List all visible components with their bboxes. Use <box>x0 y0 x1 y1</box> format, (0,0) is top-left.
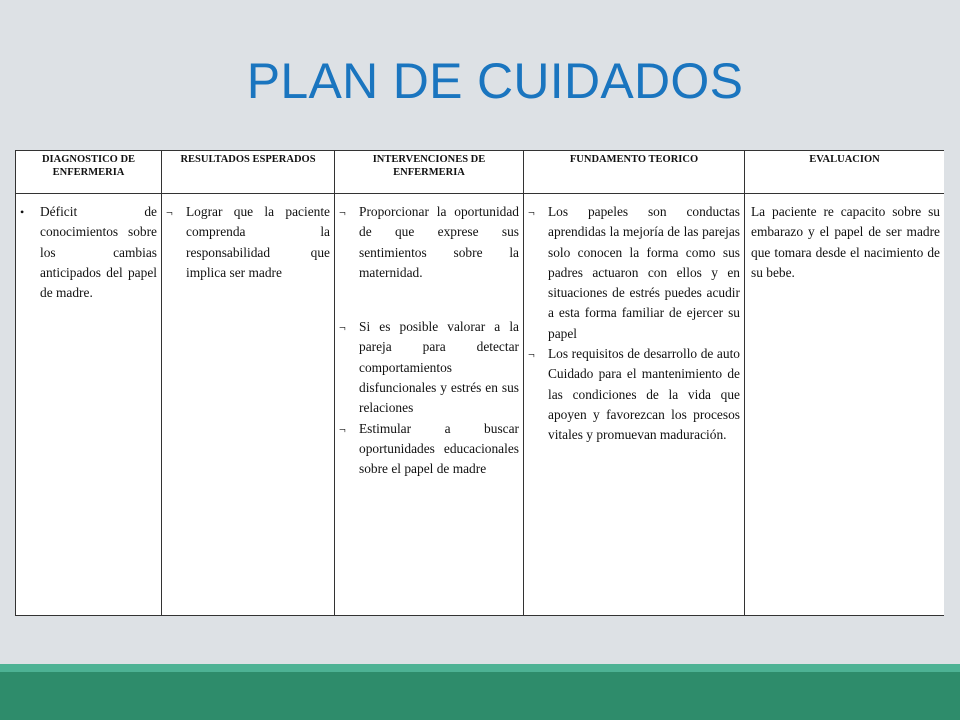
bullet-marker: ¬ <box>528 205 535 219</box>
footer-band-light <box>0 664 960 672</box>
diagnostico-text: Déficit de conocimientos sobre los cambias anticipados del papel de madre. <box>40 204 157 301</box>
evaluacion-text: La paciente re capacito sobre su embarazo y el papel de ser madre que tomara desde el nacimiento de su bebe. <box>751 204 940 280</box>
intervencion-item <box>339 419 519 480</box>
cell-intervenciones <box>335 194 524 616</box>
bullet-marker: ¬ <box>339 421 346 436</box>
resultados-item <box>166 202 330 283</box>
resultados-text: Lograr que la paciente comprenda la responsabilidad que implica ser madre <box>186 204 330 280</box>
bullet-marker: ¬ <box>339 320 346 335</box>
cell-diagnostico <box>16 194 162 616</box>
header-diagnostico: DIAGNOSTICO DE ENFERMERIA <box>16 151 162 194</box>
fundamento-item <box>528 202 740 344</box>
intervencion-text: Proporcionar la oportunidad de que exprese sus sentimientos sobre la maternidad. <box>359 204 519 280</box>
bullet-marker: • <box>20 205 25 219</box>
diagnostico-item <box>20 202 157 303</box>
header-fundamento: FUNDAMENTO TEORICO <box>524 151 745 194</box>
care-plan-table-container <box>15 150 944 616</box>
fundamento-text: Los requisitos de desarrollo de auto Cuidado para el mantenimiento de las condiciones de la vida que apoyen y favorezcan los procesos vitales y promuevan maduración. <box>548 346 740 443</box>
intervencion-item <box>339 317 519 418</box>
bullet-marker: ¬ <box>528 347 535 362</box>
bullet-marker: ¬ <box>166 205 173 219</box>
intervencion-text: Si es posible valorar a la pareja para detectar comportamientos disfuncionales y estrés en sus relaciones <box>359 319 519 416</box>
intervencion-item <box>339 202 519 283</box>
table-header-row <box>16 151 945 194</box>
intervencion-text: Estimular a buscar oportunidades educacionales sobre el papel de madre <box>359 420 519 477</box>
table-row <box>16 194 945 616</box>
bullet-marker: ¬ <box>339 205 346 219</box>
header-resultados: RESULTADOS ESPERADOS <box>162 151 335 194</box>
care-plan-table <box>15 150 944 616</box>
header-intervenciones: INTERVENCIONES DE ENFERMERIA <box>335 151 524 194</box>
fundamento-text: Los papeles son conductas aprendidas la mejoría de las parejas solo conocen la forma como sus padres actuaron con ellos y en situaciones de estrés puedes acudir a esta forma familiar de ejercer su papel <box>548 204 740 341</box>
slide-title: PLAN DE CUIDADOS <box>246 53 744 109</box>
cell-fundamento <box>524 194 745 616</box>
cell-resultados <box>162 194 335 616</box>
footer-band <box>0 672 960 720</box>
cell-evaluacion <box>745 194 945 616</box>
header-evaluacion: EVALUACION <box>745 151 945 194</box>
fundamento-item <box>528 344 740 445</box>
